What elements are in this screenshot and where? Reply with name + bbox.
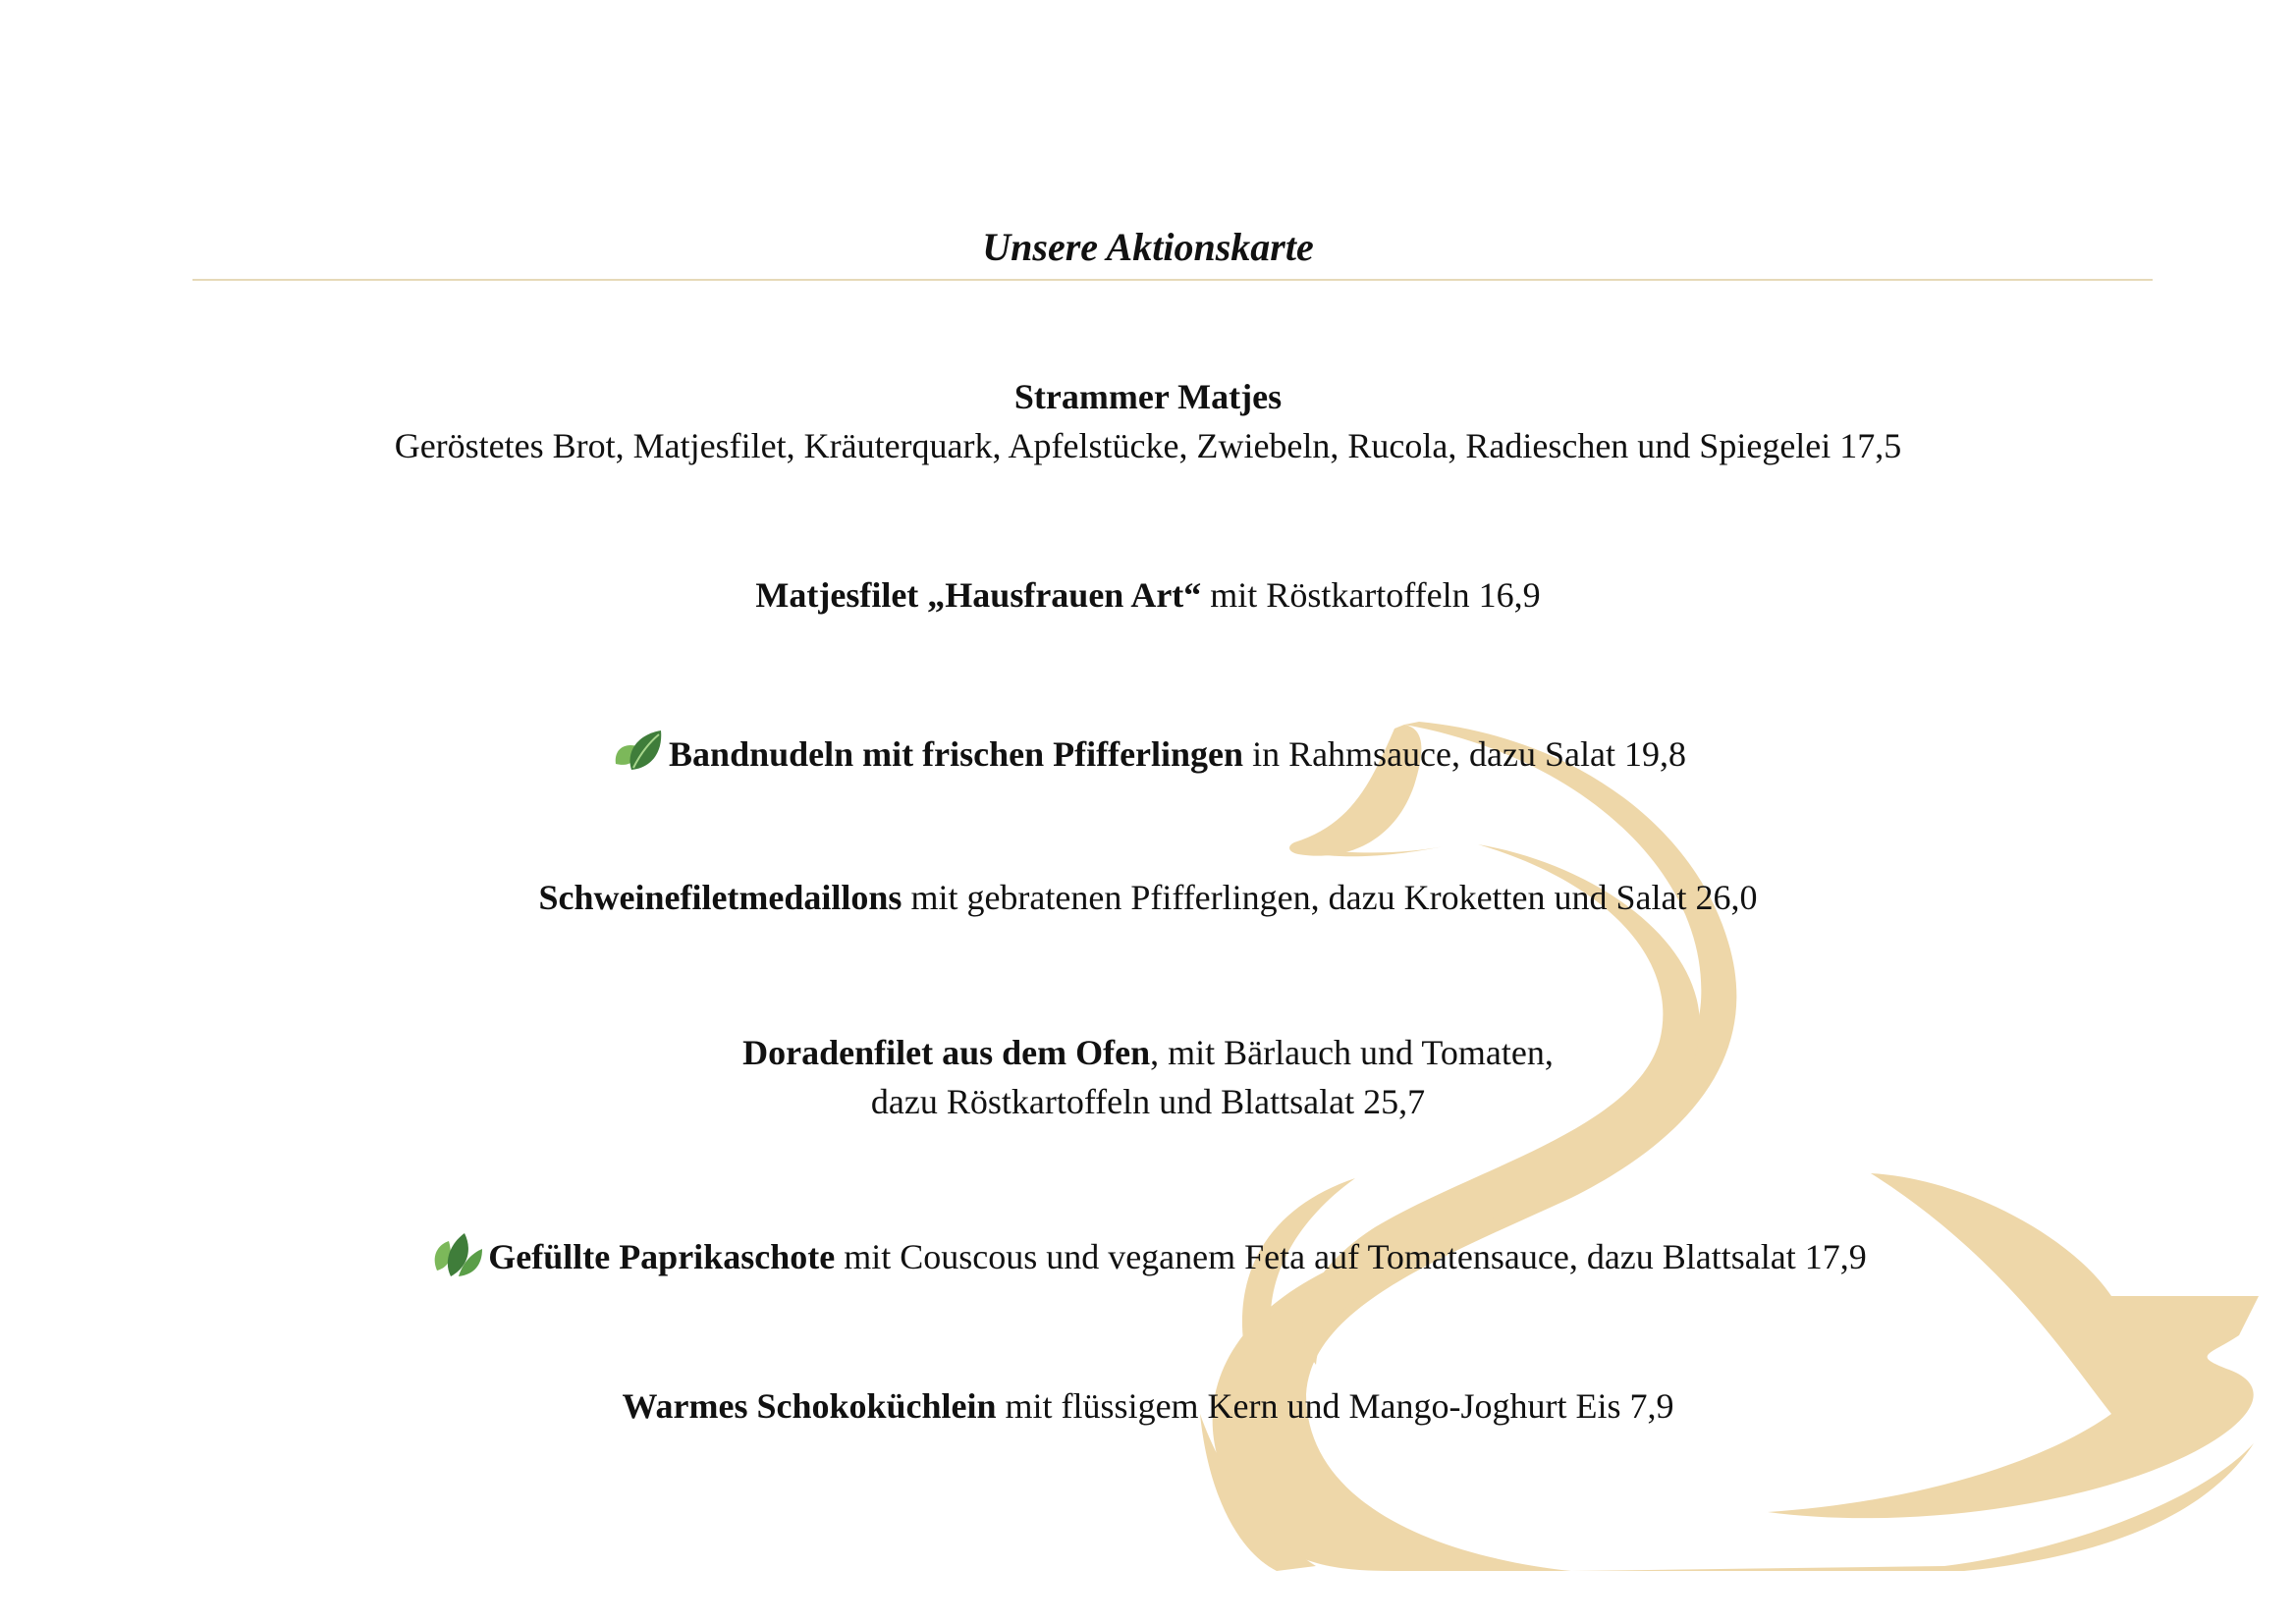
dish-description: mit Couscous und veganem Feta auf Tomatensauce, dazu Blattsalat: [844, 1237, 1796, 1276]
dish-description-line1: , mit Bärlauch und Tomaten,: [1150, 1033, 1554, 1072]
dish-description: in Rahmsauce, dazu Salat: [1252, 734, 1615, 774]
menu-item-doradenfilet-line2: [0, 1076, 2296, 1127]
dish-price: 17,9: [1804, 1237, 1867, 1276]
menu-item-matjesfilet: [0, 569, 2296, 621]
menu-item-strammer-matjes-description: [0, 420, 2296, 471]
dish-description-line2: dazu Röstkartoffeln und Blattsalat: [870, 1082, 1355, 1121]
dish-price: 7,9: [1629, 1386, 1674, 1426]
dish-name: Strammer Matjes: [1013, 377, 1283, 416]
menu-item-warmes-schokokuechlein: [0, 1380, 2296, 1432]
dish-description: mit gebratenen Pfifferlingen, dazu Kroketten und Salat: [910, 878, 1687, 917]
dish-description: mit Röstkartoffeln: [1210, 575, 1470, 615]
menu-item-bandnudeln: [0, 725, 2296, 780]
menu-item-strammer-matjes: [0, 371, 2296, 422]
dish-price: 17,5: [1839, 426, 1902, 465]
dish-name: Matjesfilet „Hausfrauen Art“: [755, 575, 1202, 615]
vegetarian-leaf-icon: [610, 725, 665, 780]
title-divider: [192, 279, 2153, 281]
menu-item-schweinefiletmedaillons: [0, 872, 2296, 923]
dish-name: Schweinefiletmedaillons: [538, 878, 902, 917]
dish-name: Bandnudeln mit frischen Pfifferlingen: [669, 734, 1244, 774]
dish-description: mit flüssigem Kern und Mango-Joghurt Eis: [1005, 1386, 1621, 1426]
vegetarian-leaf-icon: [429, 1227, 484, 1282]
dish-price: 26,0: [1695, 878, 1758, 917]
dish-name: Warmes Schokoküchlein: [622, 1386, 997, 1426]
menu-title: Unsere Aktionskarte: [982, 225, 1314, 269]
menu-item-gefuellte-paprikaschote: [0, 1227, 2296, 1282]
dish-price: 19,8: [1623, 734, 1686, 774]
dish-description: Geröstetes Brot, Matjesfilet, Kräuterquark, Apfelstücke, Zwiebeln, Rucola, Radieschen und Spiegelei: [394, 426, 1831, 465]
menu-item-doradenfilet: [0, 1027, 2296, 1078]
dish-price: 16,9: [1478, 575, 1541, 615]
dish-name: Doradenfilet aus dem Ofen: [742, 1033, 1151, 1072]
dish-name: Gefüllte Paprikaschote: [488, 1237, 836, 1276]
dish-price: 25,7: [1363, 1082, 1426, 1121]
